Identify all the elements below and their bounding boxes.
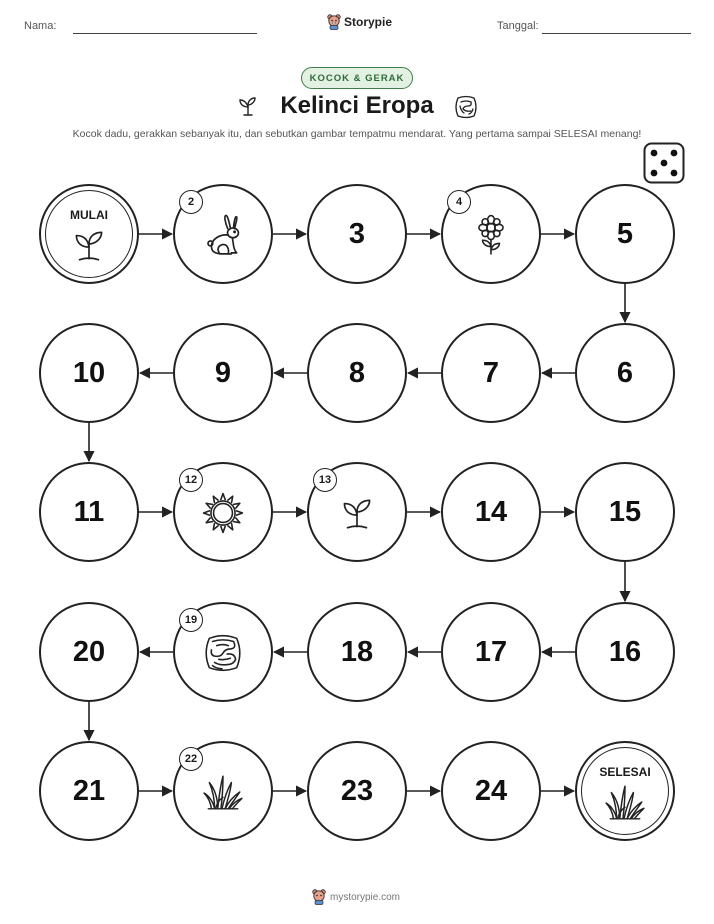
flower-icon — [470, 214, 512, 256]
cell-number-badge: 19 — [179, 608, 203, 632]
cell-number: 6 — [616, 356, 634, 389]
category-badge: KOCOK & GERAK — [301, 67, 413, 89]
cell-number: 8 — [348, 356, 366, 389]
sprout-icon — [336, 492, 378, 534]
board-cell-6 — [575, 323, 675, 423]
date-label: Tanggal: — [497, 20, 539, 32]
cell-number: 15 — [608, 495, 642, 528]
sun-icon — [202, 492, 244, 534]
board-cell-3 — [307, 184, 407, 284]
cell-number: 3 — [348, 217, 366, 250]
cell-number: 7 — [482, 356, 500, 389]
grass-icon — [604, 781, 646, 823]
cell-number: 23 — [340, 774, 374, 807]
board-cell-5 — [575, 184, 675, 284]
board-cell-2 — [173, 184, 273, 284]
brand-name: Storypie — [344, 15, 393, 29]
board-cell-20 — [39, 602, 139, 702]
cell-number: 17 — [474, 635, 508, 668]
board-cell-14 — [441, 462, 541, 562]
cell-number: 16 — [608, 635, 642, 668]
board-cell-24 — [441, 741, 541, 841]
cell-number: 10 — [72, 356, 106, 389]
cell-number: 20 — [72, 635, 106, 668]
cell-number-badge: 4 — [447, 190, 471, 214]
bear-icon — [312, 889, 326, 905]
cell-number-badge: 13 — [313, 468, 337, 492]
cell-number: 9 — [214, 356, 232, 389]
board-cell-mulai — [39, 184, 139, 284]
board-cell-12 — [173, 462, 273, 562]
board-cell-19 — [173, 602, 273, 702]
cell-number-badge: 2 — [179, 190, 203, 214]
instructions: Kocok dadu, gerakkan sebanyak itu, dan sebutkan gambar tempatmu mendarat. Yang pertama sampai SELESAI menang! — [72, 128, 642, 140]
cell-number-badge: 12 — [179, 468, 203, 492]
board-cell-23 — [307, 741, 407, 841]
board-cell-10 — [39, 323, 139, 423]
board-cell-9 — [173, 323, 273, 423]
board-cell-16 — [575, 602, 675, 702]
name-label: Nama: — [24, 20, 57, 32]
sprout-icon — [68, 224, 110, 266]
cell-number-badge: 22 — [179, 747, 203, 771]
cell-number: 21 — [72, 774, 106, 807]
board-cell-11 — [39, 462, 139, 562]
board-cell-18 — [307, 602, 407, 702]
board-cell-22 — [173, 741, 273, 841]
cell-number: 14 — [474, 495, 508, 528]
cell-label: SELESAI — [599, 765, 651, 779]
board-cell-8 — [307, 323, 407, 423]
board-cell-4 — [441, 184, 541, 284]
board-cell-17 — [441, 602, 541, 702]
page-title: Kelinci Eropa — [280, 92, 434, 119]
board-cell-21 — [39, 741, 139, 841]
footer — [312, 889, 400, 905]
grass-icon — [202, 771, 244, 813]
cell-label: MULAI — [70, 208, 108, 222]
board-cell-13 — [307, 462, 407, 562]
cell-number: 5 — [616, 217, 634, 250]
cell-number: 18 — [340, 635, 374, 668]
footer-url: mystorypie.com — [330, 891, 401, 903]
board-cell-7 — [441, 323, 541, 423]
cell-number: 24 — [474, 774, 508, 807]
cell-number: 11 — [73, 495, 105, 528]
rabbit-icon — [202, 214, 244, 256]
burrow-icon — [202, 632, 244, 674]
board-cell-15 — [575, 462, 675, 562]
board-cell-selesai — [575, 741, 675, 841]
